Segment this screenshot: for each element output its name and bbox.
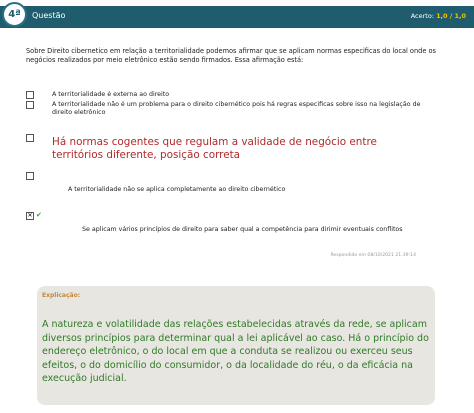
question-title: Questão xyxy=(32,11,66,20)
option-3-label: Há normas cogentes que regulam a validade de negócio entre territórios diferente, posição correta xyxy=(52,136,377,161)
score-label: Acerto: xyxy=(410,12,434,20)
option-4-checkbox[interactable] xyxy=(26,172,34,180)
answered-timestamp: Respondido em 08/10/2021 21:39:14 xyxy=(330,253,416,258)
option-4-label: A territorialidade não se aplica completamente ao direito cibernético xyxy=(68,186,286,193)
option-5-checkbox[interactable]: ✕ xyxy=(27,212,33,219)
question-header xyxy=(0,6,474,28)
question-number-badge xyxy=(2,2,27,27)
option-1-checkbox[interactable] xyxy=(26,91,34,99)
option-1-label: A territorialidade é externa ao direito xyxy=(52,91,170,98)
option-2-label: A territorialidade não é um problema para o direito cibernético pois há regras especificas sobre isso na legislação de direito eletrônico xyxy=(52,101,421,116)
explanation-title: Explicação: xyxy=(42,292,81,299)
explanation-text: A natureza e volatilidade das relações estabelecidas através da rede, se aplicam diversos princípios para determinar qual a lei aplicável ao caso. Há o princípio do endereço eletrônico, o do local em que a conduta se realizou ou exerceu seus efeitos, o do domicílio do consumidor, o da localidade do réu, o da eficácia na execução judicial. xyxy=(42,319,429,384)
correct-check-icon: ✔ xyxy=(36,211,42,219)
score-value: 1,0 / 1,0 xyxy=(436,12,466,20)
score-display xyxy=(411,12,466,20)
option-5-label: Se aplicam vários princípios de direito para saber qual a competência para dirimir eventuais conflitos xyxy=(82,226,403,233)
option-3-checkbox[interactable] xyxy=(26,134,34,142)
question-number: 4ª xyxy=(8,9,21,20)
option-2-checkbox[interactable] xyxy=(26,101,34,109)
question-text: Sobre Direito cibernetico em relação a territorialidade podemos afirmar que se aplicam normas especificas do local onde os negócios realizados por meio eletrônico estão sendo firmados. Essa afirmação está: xyxy=(26,47,436,64)
